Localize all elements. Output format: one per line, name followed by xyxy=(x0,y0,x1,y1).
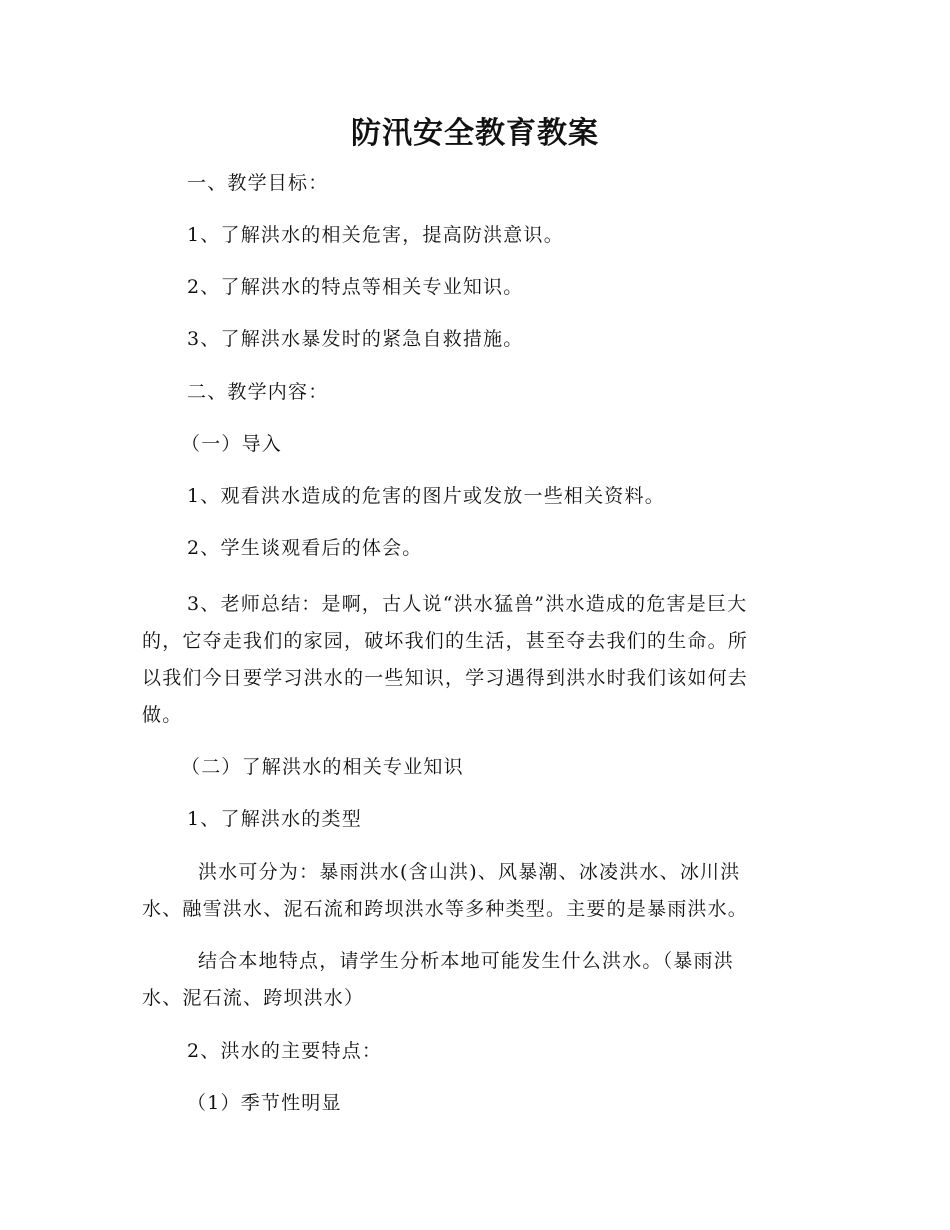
paragraph-line: 结合本地特点，请学生分析本地可能发生什么洪水。（暴雨洪 xyxy=(198,950,734,972)
knowledge-item-features: 2、洪水的主要特点： xyxy=(187,1040,383,1062)
feature-item-seasonal: （1）季节性明显 xyxy=(187,1092,342,1114)
paragraph-line: 水、泥石流、跨坝洪水） xyxy=(142,987,365,1009)
knowledge-item-types: 1、了解洪水的类型 xyxy=(187,808,362,830)
paragraph-line: 做。 xyxy=(142,704,183,726)
paragraph-line: 的，它夺走我们的家园，破坏我们的生活，甚至夺去我们的生命。所 xyxy=(142,630,749,652)
paragraph-line: 洪水可分为：暴雨洪水(含山洪)、风暴潮、冰凌洪水、冰川洪 xyxy=(198,861,741,883)
intro-item-1: 1、观看洪水造成的危害的图片或发放一些相关资料。 xyxy=(187,485,665,507)
objective-item-2: 2、了解洪水的特点等相关专业知识。 xyxy=(187,276,524,298)
section-heading-objectives: 一、教学目标： xyxy=(187,172,329,194)
subsection-heading-intro: （一）导入 xyxy=(181,433,283,455)
paragraph-line: 水、融雪洪水、泥石流和跨坝洪水等多种类型。主要的是暴雨洪水。 xyxy=(142,898,749,920)
document-title: 防汛安全教育教案 xyxy=(351,116,599,151)
objective-item-1: 1、了解洪水的相关危害，提高防洪意识。 xyxy=(187,224,564,246)
intro-item-2: 2、学生谈观看后的体会。 xyxy=(187,537,423,559)
section-heading-content: 二、教学内容： xyxy=(187,381,329,403)
paragraph-line: 以我们今日要学习洪水的一些知识，学习遇得到洪水时我们该如何去 xyxy=(142,667,749,689)
objective-item-3: 3、了解洪水暴发时的紧急自救措施。 xyxy=(187,328,524,350)
subsection-heading-knowledge: （二）了解洪水的相关专业知识 xyxy=(181,756,464,778)
paragraph-line: 3、老师总结：是啊，古人说“洪水猛兽”洪水造成的危害是巨大 xyxy=(187,593,748,615)
